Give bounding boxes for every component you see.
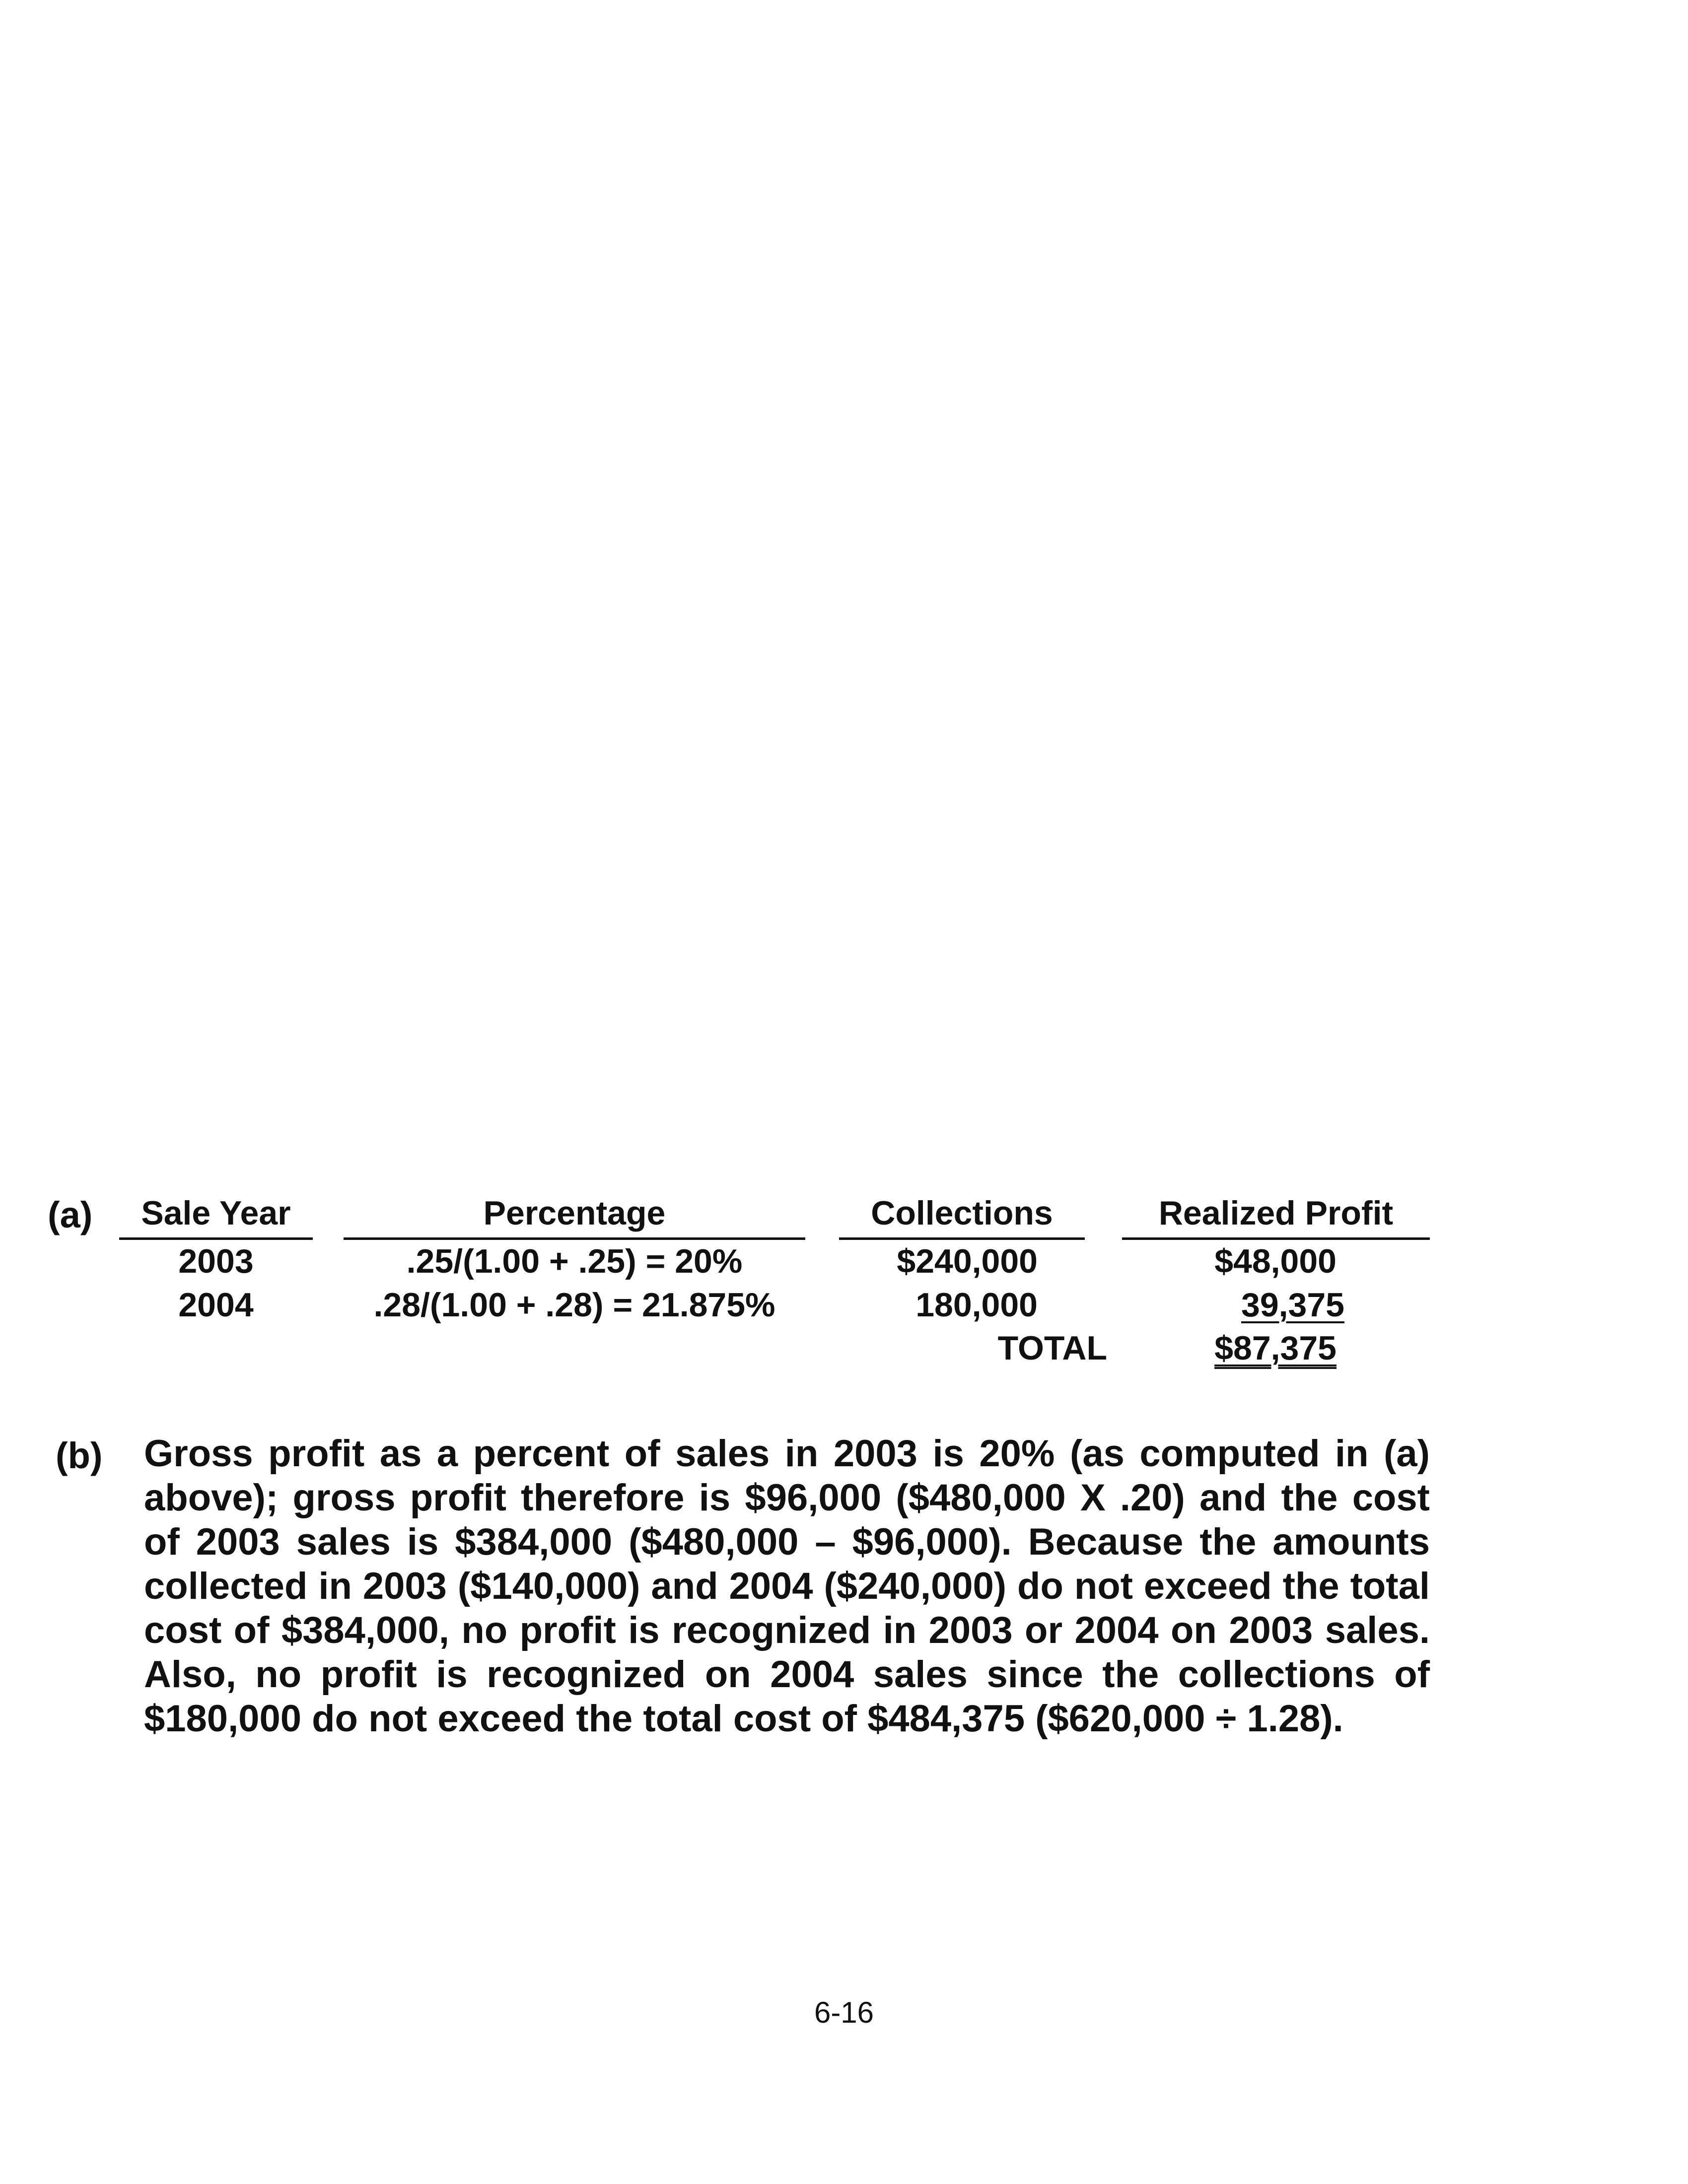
row-2004-year: 2004 [178, 1286, 254, 1324]
row-2003-collections: $240,000 [897, 1242, 1038, 1280]
header-percentage: Percentage [344, 1194, 805, 1240]
row-2004-percentage: .28/(1.00 + .28) = 21.875% [373, 1286, 775, 1324]
part-b-paragraph: Gross profit as a percent of sales in 2003 is 20% (as computed in (a) above); gross profit therefore is $96,000 ($480,000 X .20) and the cost of 2003 sales is $384,000 ($480,000 – $96,000). Because the amounts collected in 2003 ($140,000) and 2004 ($240,000) do not exceed the total cost of $384,000, no profit is recognized in 2003 or 2004 on 2003 sales. Also, no profit is recognized on 2004 sales since the collections of $180,000 do not exceed the total cost of $484,375 ($620,000 ÷ 1.28). [144, 1433, 1430, 1740]
row-2003-percentage: .25/(1.00 + .25) = 20% [406, 1242, 743, 1280]
part-a-label: (a) [48, 1194, 93, 1235]
total-value-text: $87,375 [1214, 1329, 1336, 1367]
row-2004-realized-profit-value: 39,375 [1241, 1286, 1344, 1324]
total-label: TOTAL [997, 1329, 1107, 1367]
row-2004-realized-profit [1221, 1286, 1344, 1324]
header-collections: Collections [839, 1194, 1085, 1240]
total-value [1122, 1329, 1336, 1367]
row-2003-realized-profit: $48,000 [1214, 1242, 1336, 1280]
part-b-label: (b) [56, 1435, 103, 1476]
page-number: 6-16 [814, 1996, 874, 2029]
row-2003-year: 2003 [178, 1242, 254, 1280]
row-2004-collections: 180,000 [915, 1286, 1038, 1324]
header-sale-year: Sale Year [119, 1194, 313, 1240]
header-realized-profit: Realized Profit [1122, 1194, 1430, 1240]
